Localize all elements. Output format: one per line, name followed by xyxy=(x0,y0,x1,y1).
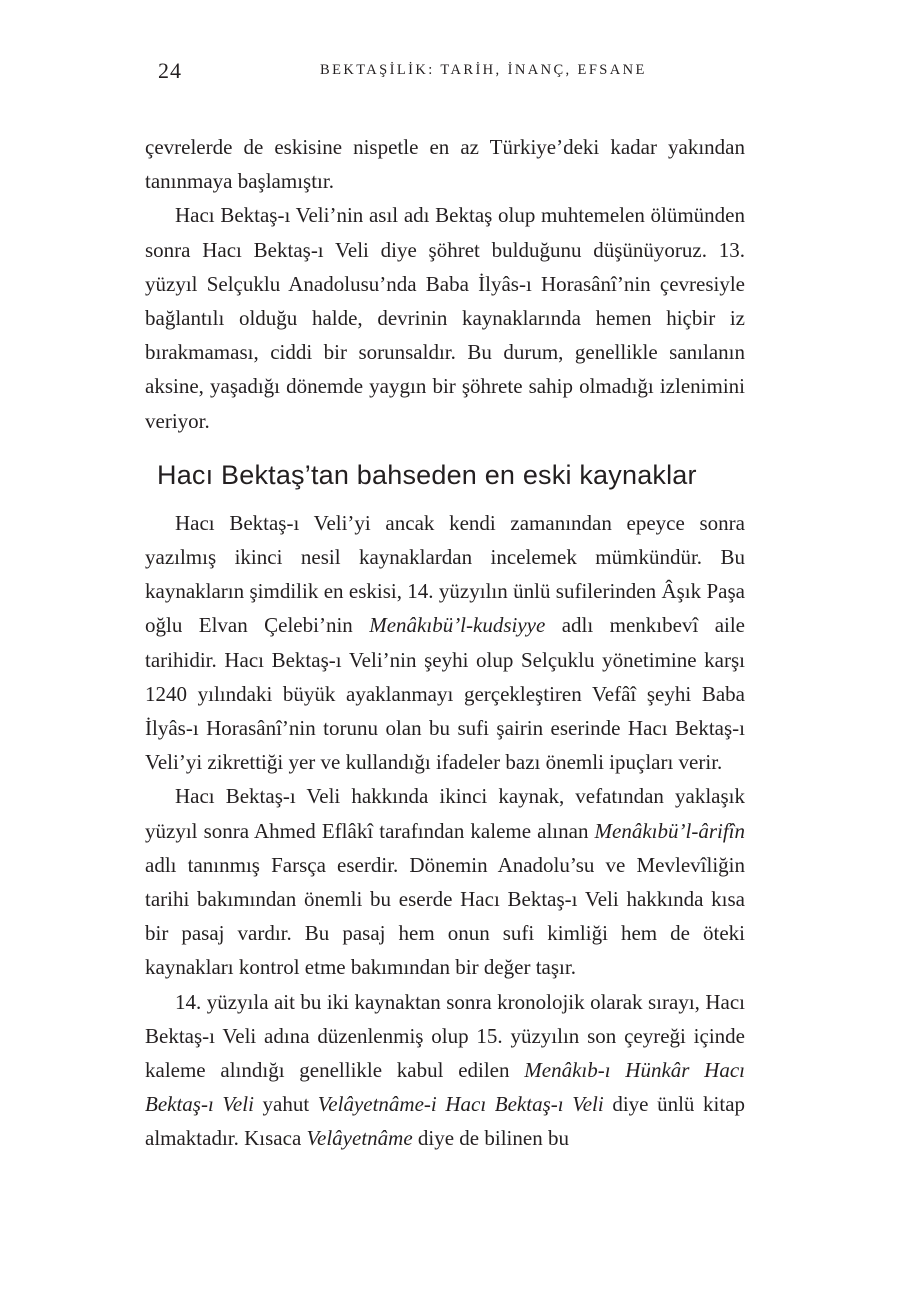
paragraph-2-text: Hacı Bektaş-ı Veli’nin asıl adı Bektaş olup muhtemelen ölümünden sonra Hacı Bektaş-ı Veli diye şöhret bulduğunu düşünüyoruz. 13. yüzyıl Selçuklu Anadolusu’nda Baba İlyâs-ı Horasânî’nin çevresiyle bağlantılı olduğu halde, devrinin kaynaklarında hemen hiçbir iz bırakmaması, ciddi bir sorunsaldır. Bu durum, genellikle sanılanın aksine, yaşadığı dönemde yaygın bir şöhrete sahip olmadığı izlenimini veriyor. xyxy=(145,203,745,433)
running-header xyxy=(158,58,750,88)
paragraph-4-text-a: Hacı Bektaş-ı Veli hakkında ikinci kaynak, vefatından yaklaşık yüzyıl sonra Ahmed Eflâkî tarafından kaleme alınan xyxy=(145,784,745,843)
paragraph-3 xyxy=(145,506,745,780)
paragraph-5-text-a: 14. yüzyıla ait bu iki kaynaktan sonra kronolojik olarak sırayı, Hacı Bektaş-ı Veli adına düzenlenmiş olup 15. yüzyılın son çeyreği içinde kaleme alındığı genellikle kabul edilen xyxy=(145,989,745,1083)
paragraph-3-text-a: Hacı Bektaş-ı Veli’yi ancak kendi zamanından epeyce sonra yazılmış ikinci nesil kaynaklardan incelemek mümkündür. Bu kaynakların şimdilik en eskisi, 14. yüzyılın ünlü sufilerinden Âşık Paşa oğlu Elvan Çelebi’nin xyxy=(145,510,745,638)
body-text xyxy=(145,130,745,1156)
paragraph-5-text-d: diye de bilinen bu xyxy=(412,1126,569,1151)
page-number: 24 xyxy=(158,58,182,83)
paragraph-1 xyxy=(145,130,745,198)
work-title-menakibul-arifin: Menâkıbü’l-ârifîn xyxy=(594,818,745,843)
paragraph-5-text-b: yahut xyxy=(253,1092,318,1117)
work-title-velayetname: Velâyetnâme xyxy=(306,1126,413,1151)
work-title-velayetname-full: Velâyetnâme-i Hacı Bektaş-ı Veli xyxy=(317,1092,604,1117)
work-title-menakibul-kudsiyye: Menâkıbü’l-kudsiyye xyxy=(369,613,546,638)
paragraph-5 xyxy=(145,985,745,1156)
paragraph-1-text: çevrelerde de eskisine nispetle en az Türkiye’deki kadar yakından tanınmaya başlamıştır. xyxy=(145,135,745,194)
paragraph-4-text-b: adlı tanınmış Farsça eserdir. Dönemin Anadolu’su ve Mevlevîliğin tarihi bakımından önemli bu eserde Hacı Bektaş-ı Veli hakkında kısa bir pasaj vardır. Bu pasaj hem onun sufi kimliği hem de öteki kaynakları kontrol etme bakımından bir değer taşır. xyxy=(145,852,745,980)
paragraph-3-text-b: adlı menkıbevî aile tarihidir. Hacı Bektaş-ı Veli’nin şeyhi olup Selçuklu yönetimine karşı 1240 yılındaki büyük ayaklanmayı gerçekleştiren Vefâî şeyhi Baba İlyâs-ı Horasânî’nin torunu olan bu sufi şairin eserinde Hacı Bektaş-ı Veli’yi zikrettiği yer ve kullandığı ifadeler bazı önemli ipuçları verir. xyxy=(145,613,745,775)
paragraph-4 xyxy=(145,779,745,984)
running-title: BEKTAŞİLİK: TARİH, İNANÇ, EFSANE xyxy=(320,62,647,78)
paragraph-5-text-c: diye ünlü kitap almaktadır. Kısaca xyxy=(145,1092,746,1151)
section-heading: Hacı Bektaş’tan bahseden en eski kaynaklar xyxy=(157,459,697,490)
paragraph-2 xyxy=(145,198,745,437)
work-title-menakib-i-hunkar: Menâkıb-ı Hünkâr Hacı Bektaş-ı Veli xyxy=(145,1058,745,1117)
